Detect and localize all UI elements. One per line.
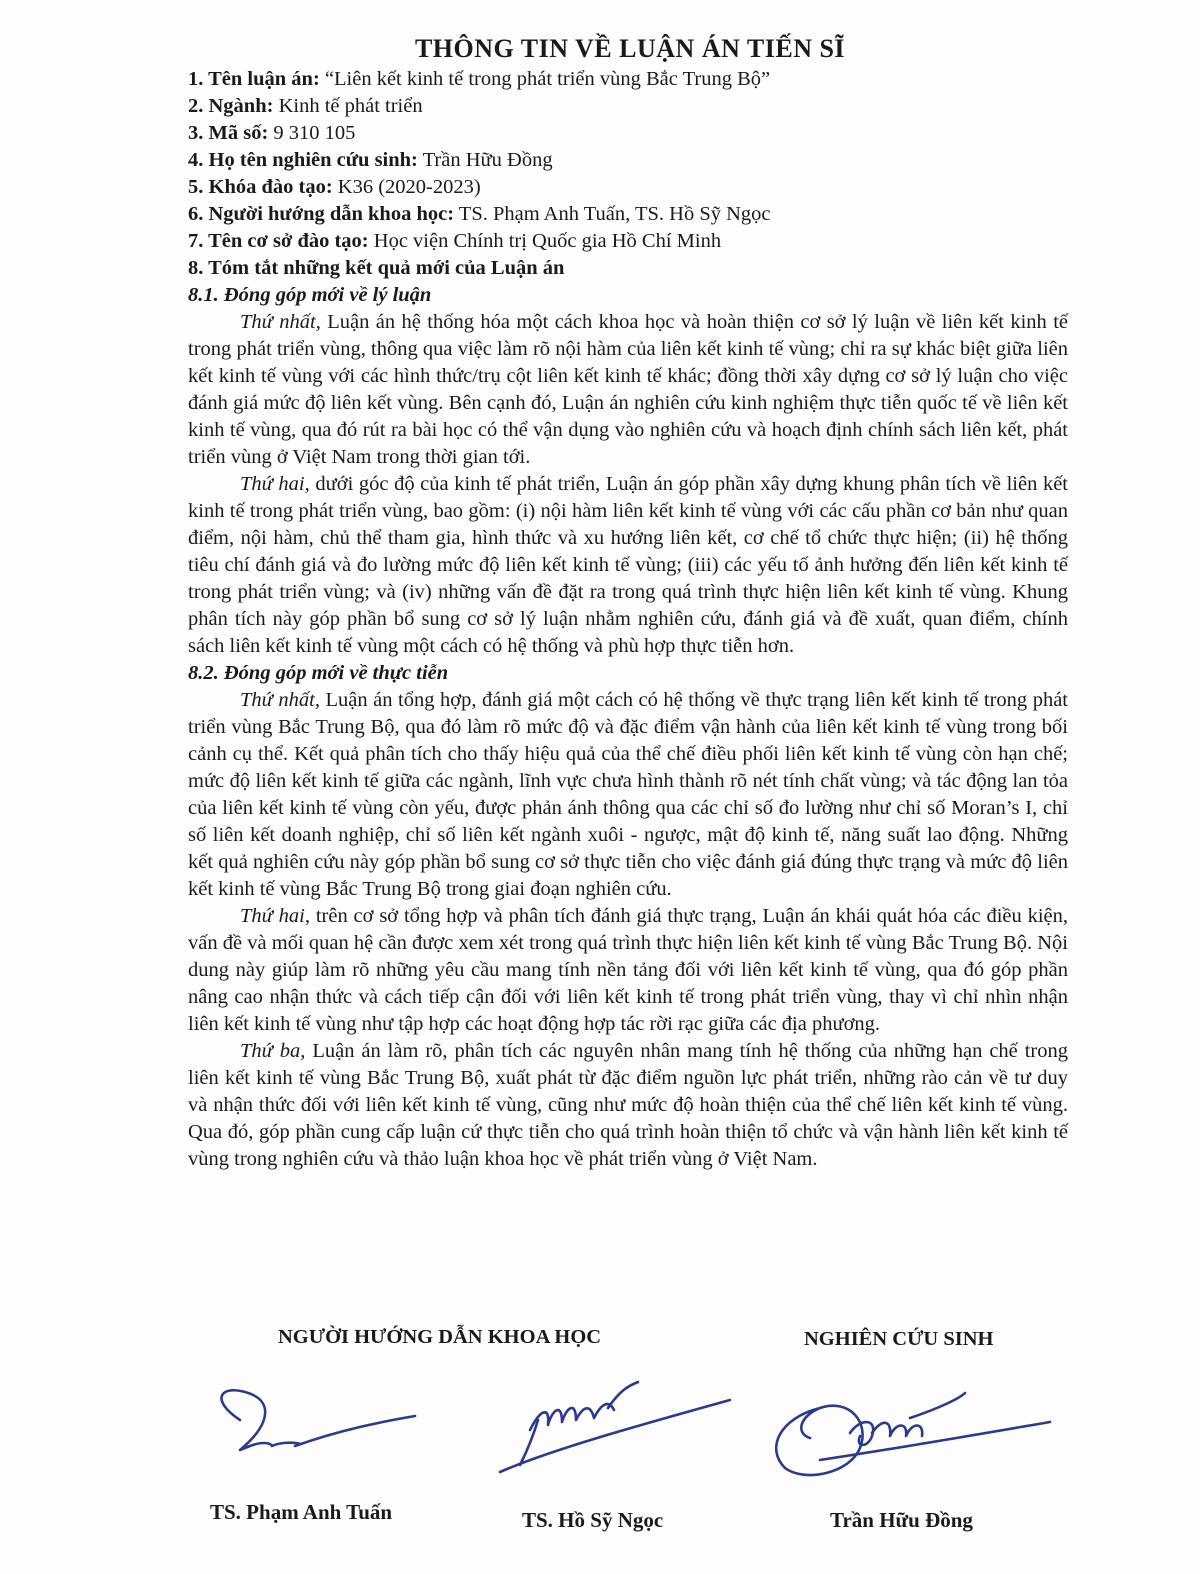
info-value: Trần Hữu Đồng [417, 149, 553, 171]
signature-pham-anh-tuan [200, 1380, 430, 1470]
info-row-summary-heading [188, 255, 1068, 282]
info-label: 1. Tên luận án: [188, 68, 320, 90]
info-label: 4. Họ tên nghiên cứu sinh: [188, 149, 418, 171]
info-label: 6. Người hướng dẫn khoa học: [188, 203, 455, 225]
info-label: 2. Ngành: [188, 95, 274, 117]
paragraph-lead: Thứ nhất, [240, 311, 321, 333]
info-label: 8. Tóm tắt những kết quả mới của Luận án [188, 257, 565, 279]
paragraph [188, 903, 1068, 1038]
info-label: 7. Tên cơ sở đào tạo: [188, 230, 369, 252]
info-value: TS. Phạm Anh Tuấn, TS. Hồ Sỹ Ngọc [454, 203, 771, 225]
thesis-info-block [188, 66, 1068, 1173]
student-name: Trần Hữu Đồng [830, 1508, 973, 1532]
info-row-major [188, 93, 1068, 120]
section-heading-theory: 8.1. Đóng góp mới về lý luận [188, 284, 432, 306]
info-value: Kinh tế phát triển [273, 95, 423, 117]
paragraph [188, 309, 1068, 471]
info-row-institution [188, 228, 1068, 255]
info-row-code [188, 120, 1068, 147]
supervisor-name-1: TS. Phạm Anh Tuấn [210, 1500, 393, 1524]
info-label: 3. Mã số: [188, 122, 269, 144]
paragraph-text: Luận án tổng hợp, đánh giá một cách có hệ thống về thực trạng liên kết kinh tế trong phát triển vùng Bắc Trung Bộ, qua đó làm rõ mức độ và đặc điểm vận hành của liên kết kinh tế vùng trong bối cảnh cụ thể. Kết quả phân tích cho thấy hiệu quả của thể chế điều phối liên kết kinh tế vùng còn hạn chế; mức độ liên kết kinh tế giữa các ngành, lĩnh vực chưa hình thành rõ nét tính chất vùng; và tác động lan tỏa của liên kết kinh tế vùng còn yếu, được phản ánh thông qua các chỉ số đo lường như chỉ số Moran’s I, chỉ số liên kết doanh nghiệp, chỉ số liên kết ngành xuôi - ngược, mật độ kinh tế, năng suất lao động. Những kết quả nghiên cứu này góp phần bổ sung cơ sở thực tiễn cho việc đánh giá đúng thực trạng và mức độ liên kết kinh tế vùng Bắc Trung Bộ trong giai đoạn nghiên cứu. [188, 689, 1069, 900]
info-value: K36 (2020-2023) [332, 176, 481, 198]
paragraph-lead: Thứ hai, [240, 905, 310, 927]
paragraph [188, 687, 1068, 903]
info-label: 5. Khóa đào tạo: [188, 176, 333, 198]
document-title: THÔNG TIN VỀ LUẬN ÁN TIẾN SĨ [414, 34, 846, 63]
paragraph-text: trên cơ sở tổng hợp và phân tích đánh giá thực trạng, Luận án khái quát hóa các điều kiện, vấn đề và mối quan hệ cần được xem xét trong quá trình thực hiện liên kết kinh tế vùng Bắc Trung Bộ. Nội dung này giúp làm rõ những yêu cầu mang tính nền tảng đối với liên kết kinh tế vùng, qua đó góp phần nâng cao nhận thức và cách tiếp cận đối với liên kết kinh tế trong phát triển vùng, thay vì chỉ nhìn nhận liên kết kinh tế vùng như tập hợp các hoạt động hợp tác rời rạc giữa các địa phương. [188, 905, 1068, 1035]
info-row-student [188, 147, 1068, 174]
paragraph-lead: Thứ hai, [240, 473, 310, 495]
signature-ho-sy-ngoc [490, 1370, 740, 1480]
paragraph-lead: Thứ ba, [240, 1040, 306, 1062]
student-signature-title: NGHIÊN CỨU SINH [804, 1328, 994, 1350]
paragraph [188, 471, 1068, 660]
supervisor-name-2: TS. Hồ Sỹ Ngọc [522, 1508, 664, 1532]
paragraph-text: Luận án làm rõ, phân tích các nguyên nhân mang tính hệ thống của những hạn chế trong liên kết kinh tế vùng Bắc Trung Bộ, xuất phát từ đặc điểm nguồn lực phát triển, những rào cản về tư duy và nhận thức đối với liên kết kinh tế vùng, cũng như mức độ hoàn thiện của thể chế liên kết kinh tế vùng. Qua đó, góp phần cung cấp luận cứ thực tiễn cho quá trình hoàn thiện tổ chức và vận hành liên kết kinh tế vùng trong nghiên cứu và thảo luận khoa học về phát triển vùng ở Việt Nam. [188, 1040, 1068, 1170]
info-value: Học viện Chính trị Quốc gia Hồ Chí Minh [368, 230, 722, 252]
info-value: 9 310 105 [268, 122, 356, 144]
info-row-supervisors [188, 201, 1068, 228]
section-heading-practice: 8.2. Đóng góp mới về thực tiễn [188, 662, 449, 684]
paragraph-text: Luận án hệ thống hóa một cách khoa học và hoàn thiện cơ sở lý luận về liên kết kinh tế trong phát triển vùng, thông qua việc làm rõ nội hàm của liên kết kinh tế vùng; chỉ ra sự khác biệt giữa liên kết kinh tế vùng với các hình thức/trụ cột liên kết kinh tế khác; đồng thời xây dựng cơ sở lý luận cho việc đánh giá mức độ liên kết vùng. Bên cạnh đó, Luận án nghiên cứu kinh nghiệm thực tiễn quốc tế về liên kết kinh tế vùng, qua đó rút ra bài học có thể vận dụng vào nghiên cứu và hoạch định chính sách liên kết, phát triển vùng ở Việt Nam trong thời gian tới. [188, 311, 1069, 468]
paragraph-lead: Thứ nhất, [240, 689, 320, 711]
paragraph [188, 1038, 1068, 1173]
supervisor-signature-title: NGƯỜI HƯỚNG DẪN KHOA HỌC [278, 1326, 602, 1348]
signature-tran-huu-dong [760, 1378, 1060, 1488]
paragraph-text: dưới góc độ của kinh tế phát triển, Luận án góp phần xây dựng khung phân tích về liên kết kinh tế trong phát triển vùng, bao gồm: (i) nội hàm liên kết kinh tế vùng với các cấu phần cơ bản như quan điểm, nội hàm, chủ thể tham gia, hình thức và xu hướng liên kết, cơ chế tổ chức thực hiện; (ii) hệ thống tiêu chí đánh giá và đo lường mức độ liên kết kinh tế vùng; (iii) các yếu tố ảnh hưởng đến liên kết kinh tế trong phát triển vùng; và (iv) những vấn đề đặt ra trong quá trình thực hiện liên kết kinh tế vùng. Khung phân tích này góp phần bổ sung cơ sở lý luận nhằm nghiên cứu, đánh giá và đề xuất, quan điểm, chính sách liên kết kinh tế vùng một cách có hệ thống và phù hợp thực tiễn hơn. [188, 473, 1069, 657]
info-value: “Liên kết kinh tế trong phát triển vùng Bắc Trung Bộ” [319, 68, 771, 90]
info-row-course [188, 174, 1068, 201]
info-row-thesis-title [188, 66, 1068, 93]
